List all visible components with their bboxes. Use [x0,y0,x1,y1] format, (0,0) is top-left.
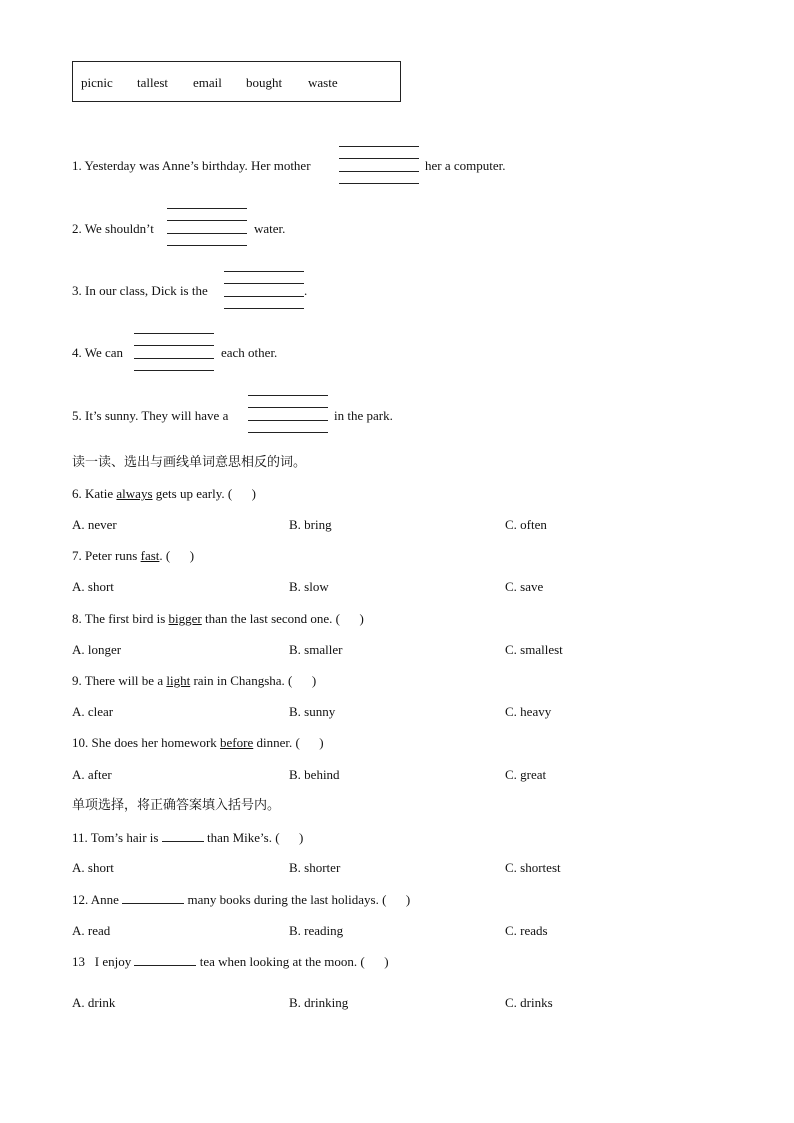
question-text-end: in the park. [334,408,393,423]
underlined-word: always [116,486,153,501]
underlined-word: before [220,735,254,750]
question-text: 9. There will be a light rain in Changsha. ( ) [72,673,317,688]
option-c[interactable]: C. heavy [505,704,552,719]
question-text: 4. We can [72,345,124,360]
option-b[interactable]: B. drinking [289,995,349,1010]
question-text-end: water. [254,221,286,236]
option-b[interactable]: B. reading [289,923,344,938]
answer-blank[interactable] [167,208,247,246]
option-c[interactable]: C. drinks [505,995,553,1010]
option-a[interactable]: A. short [72,860,114,875]
word-bank-word: bought [246,75,283,90]
question-text-end: . [304,283,308,298]
answer-blank[interactable] [248,395,328,433]
word-bank-word: tallest [137,75,169,90]
question-text: 2. We shouldn’t [72,221,154,236]
question-text: 10. She does her homework before dinner. ( ) [72,735,324,750]
option-c[interactable]: C. reads [505,923,548,938]
section-heading: 读一读、选出与画线单词意思相反的词。 [72,455,307,470]
option-b[interactable]: B. sunny [289,704,336,719]
word-bank-word: picnic [81,75,113,90]
question-text: 13 I enjoy tea when looking at the moon. ( ) [72,954,389,969]
question-text: 11. Tom’s hair is than Mike’s. ( ) [72,830,304,845]
answer-blank-line[interactable] [162,829,204,842]
option-a[interactable]: A. drink [72,995,116,1010]
answer-blank[interactable] [134,333,214,371]
underlined-word: light [166,673,191,688]
question-text: 6. Katie always gets up early. ( ) [72,486,257,501]
option-a[interactable]: A. never [72,517,117,532]
option-c[interactable]: C. shortest [505,860,561,875]
word-bank-word: waste [308,75,338,90]
underlined-word: bigger [168,611,202,626]
question-text: 1. Yesterday was Anne’s birthday. Her mother [72,158,311,173]
option-c[interactable]: C. often [505,517,547,532]
word-bank-word: email [193,75,222,90]
option-b[interactable]: B. shorter [289,860,341,875]
option-b[interactable]: B. bring [289,517,332,532]
option-a[interactable]: A. short [72,579,114,594]
underlined-word: fast [140,548,160,563]
answer-blank[interactable] [224,271,304,309]
question-text: 5. It’s sunny. They will have a [72,408,229,423]
option-b[interactable]: B. smaller [289,642,343,657]
option-c[interactable]: C. save [505,579,544,594]
question-text: 7. Peter runs fast. ( ) [72,548,195,563]
answer-blank-line[interactable] [122,891,184,904]
question-text-end: her a computer. [425,158,506,173]
option-c[interactable]: C. great [505,767,547,782]
option-b[interactable]: B. slow [289,579,329,594]
option-b[interactable]: B. behind [289,767,340,782]
option-a[interactable]: A. clear [72,704,114,719]
option-c[interactable]: C. smallest [505,642,563,657]
word-bank-box [72,61,401,102]
question-text: 3. In our class, Dick is the [72,283,208,298]
option-a[interactable]: A. after [72,767,112,782]
question-text: 12. Anne many books during the last holidays. ( ) [72,892,411,907]
answer-blank-line[interactable] [134,953,196,966]
question-text: 8. The first bird is bigger than the last second one. ( ) [72,611,364,626]
option-a[interactable]: A. longer [72,642,122,657]
section-heading: 单项选择，将正确答案填入括号内。 [72,798,281,813]
question-text-end: each other. [221,345,278,360]
answer-blank[interactable] [339,146,419,184]
option-a[interactable]: A. read [72,923,111,938]
